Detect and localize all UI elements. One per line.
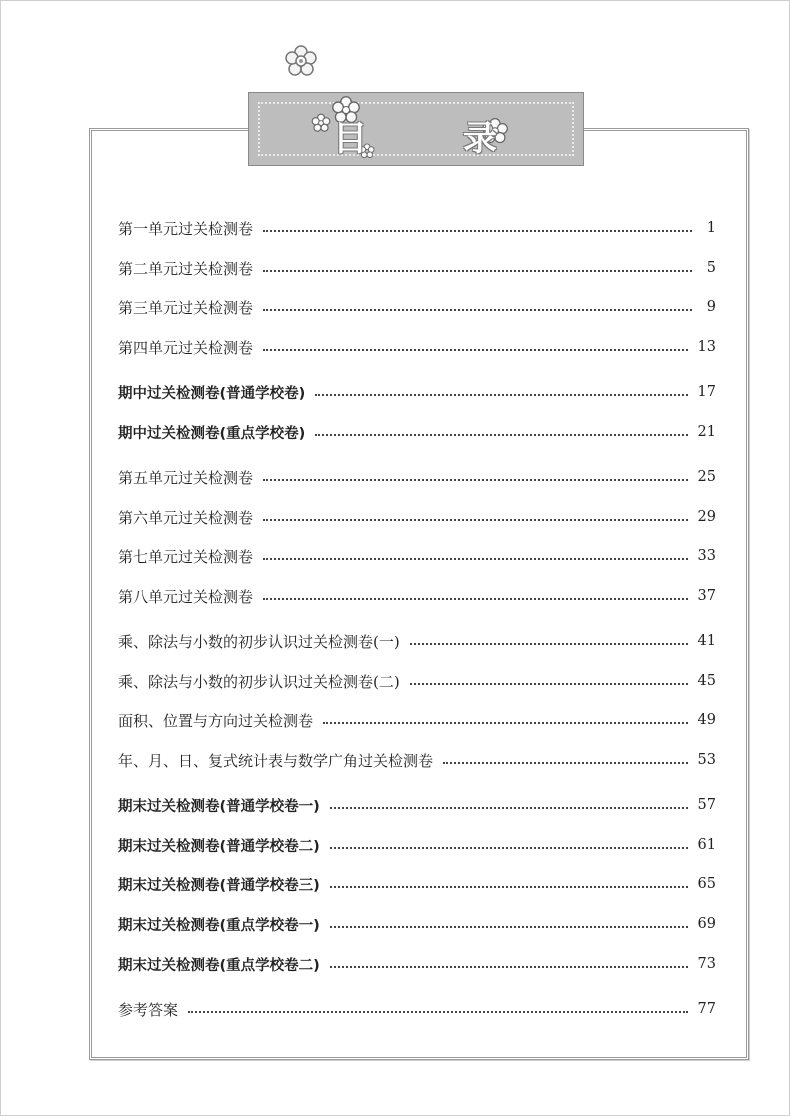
leader-dots xyxy=(263,309,692,311)
toc-title: 目 录 xyxy=(333,119,539,159)
leader-dots xyxy=(315,394,687,396)
leader-dots xyxy=(410,683,688,685)
leader-dots xyxy=(330,847,688,849)
leader-dots xyxy=(263,479,688,481)
leader-dots xyxy=(443,762,688,764)
leader-dots xyxy=(330,966,688,968)
toc-entry-decimals-1[interactable]: 乘、除法与小数的初步认识过关检测卷(一) 41 xyxy=(118,632,716,651)
toc-entry-unit-3[interactable]: 第三单元过关检测卷 9 xyxy=(118,298,716,317)
toc-entry-midterm-key[interactable]: 期中过关检测卷(重点学校卷) 21 xyxy=(118,424,716,442)
toc-entry-area-position[interactable]: 面积、位置与方向过关检测卷 49 xyxy=(118,711,716,730)
leader-dots xyxy=(330,886,688,888)
toc-entry-final-regular-2[interactable]: 期末过关检测卷(普通学校卷二) 61 xyxy=(118,837,716,855)
toc-entry-unit-4[interactable]: 第四单元过关检测卷 13 xyxy=(118,338,716,357)
leader-dots xyxy=(330,807,688,809)
toc-entry-unit-5[interactable]: 第五单元过关检测卷 25 xyxy=(118,468,716,487)
toc-entry-unit-6[interactable]: 第六单元过关检测卷 29 xyxy=(118,508,716,527)
toc-entry-unit-2[interactable]: 第二单元过关检测卷 5 xyxy=(118,259,716,278)
toc-entry-final-key-1[interactable]: 期末过关检测卷(重点学校卷一) 69 xyxy=(118,916,716,934)
title-banner xyxy=(248,92,584,166)
toc-entry-midterm-regular[interactable]: 期中过关检测卷(普通学校卷) 17 xyxy=(118,384,716,402)
toc-entry-decimals-2[interactable]: 乘、除法与小数的初步认识过关检测卷(二) 45 xyxy=(118,672,716,691)
leader-dots xyxy=(263,349,688,351)
toc-entry-calendar-statistics[interactable]: 年、月、日、复式统计表与数学广角过关检测卷 53 xyxy=(118,751,716,770)
toc-entry-final-regular-1[interactable]: 期末过关检测卷(普通学校卷一) 57 xyxy=(118,797,716,815)
toc-entry-unit-1[interactable]: 第一单元过关检测卷 1 xyxy=(118,219,716,238)
leader-dots xyxy=(263,519,688,521)
leader-dots xyxy=(330,926,688,928)
leader-dots xyxy=(323,722,688,724)
leader-dots xyxy=(188,1011,688,1013)
leader-dots xyxy=(263,598,688,600)
leader-dots xyxy=(410,643,688,645)
flower-icon-top xyxy=(284,44,318,78)
leader-dots xyxy=(263,230,692,232)
toc-entry-final-regular-3[interactable]: 期末过关检测卷(普通学校卷三) 65 xyxy=(118,876,716,894)
toc-entry-final-key-2[interactable]: 期末过关检测卷(重点学校卷二) 73 xyxy=(118,956,716,974)
leader-dots xyxy=(315,434,687,436)
leader-dots xyxy=(263,270,692,272)
leader-dots xyxy=(263,558,688,560)
toc-entry-unit-8[interactable]: 第八单元过关检测卷 37 xyxy=(118,587,716,606)
toc-entry-unit-7[interactable]: 第七单元过关检测卷 33 xyxy=(118,547,716,566)
toc-entry-answers[interactable]: 参考答案 77 xyxy=(118,1000,716,1019)
